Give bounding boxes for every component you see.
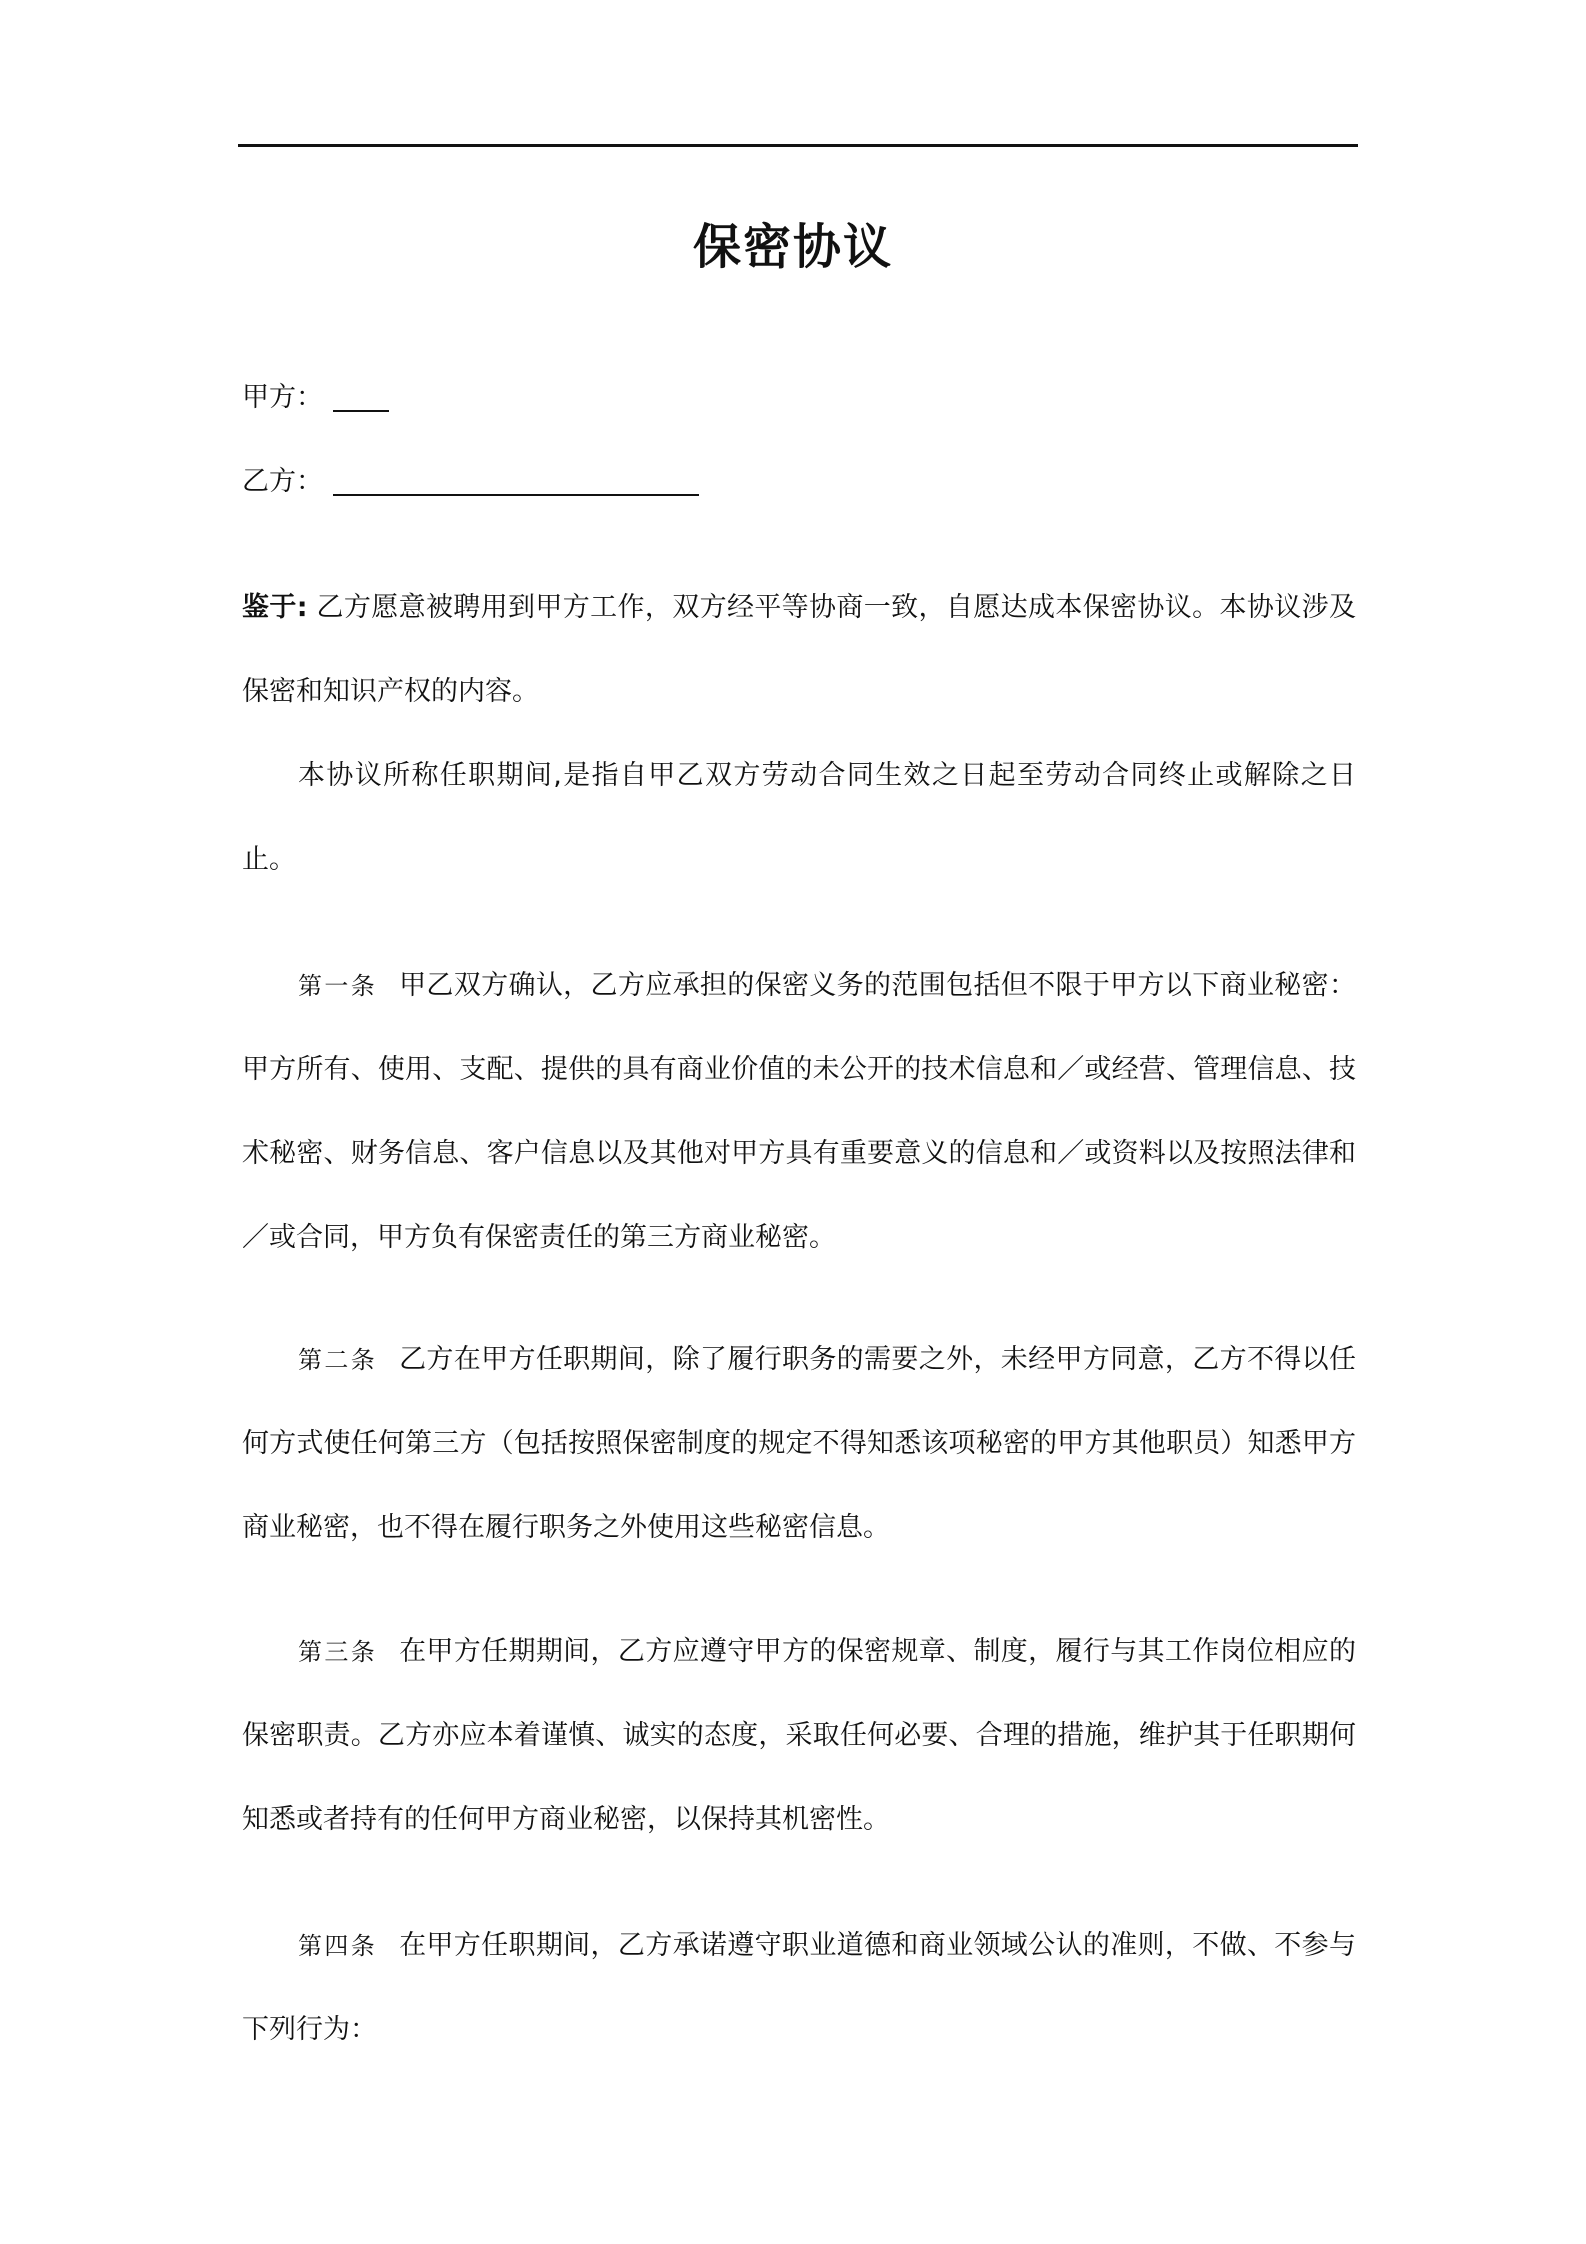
article-2-number: 第二条 — [298, 1346, 378, 1374]
preamble-paragraph — [242, 566, 1356, 734]
party-a-line — [242, 378, 389, 418]
party-a-label: 甲方： — [242, 382, 323, 413]
preamble-text: 乙方愿意被聘用到甲方工作，双方经平等协商一致，自愿达成本保密协议。本协议涉及保密和知识产权的内容。 — [242, 592, 1356, 707]
article-3 — [242, 1610, 1356, 1862]
party-b-line — [242, 462, 699, 502]
article-2 — [242, 1318, 1356, 1570]
party-b-blank — [333, 464, 699, 496]
article-1-text: 甲乙双方确认，乙方应承担的保密义务的范围包括但不限于甲方以下商业秘密：甲方所有、使用、支配、提供的具有商业价值的未公开的技术信息和／或经营、管理信息、技术秘密、财务信息、客户信息以及其他对甲方具有重要意义的信息和／或资料以及按照法律和／或合同，甲方负有保密责任的第三方商业秘密。 — [242, 970, 1357, 1253]
definition-paragraph: 本协议所称任职期间,是指自甲乙双方劳动合同生效之日起至劳动合同终止或解除之日止。 — [242, 760, 1356, 875]
article-1-number: 第一条 — [298, 972, 378, 1000]
article-4-number: 第四条 — [298, 1932, 378, 1960]
article-2-text: 乙方在甲方任职期间，除了履行职务的需要之外，未经甲方同意，乙方不得以任何方式使任何第三方（包括按照保密制度的规定不得知悉该项秘密的甲方其他职员）知悉甲方商业秘密，也不得在履行职务之外使用这些秘密信息。 — [242, 1344, 1357, 1543]
party-b-label: 乙方： — [242, 466, 323, 497]
party-a-blank — [333, 380, 389, 412]
article-4 — [242, 1904, 1356, 2072]
header-rule — [238, 144, 1358, 147]
document-title: 保密协议 — [692, 219, 893, 275]
article-4-text: 在甲方任职期间，乙方承诺遵守职业道德和商业领域公认的准则，不做、不参与下列行为： — [242, 1930, 1357, 2045]
article-3-number: 第三条 — [298, 1638, 378, 1666]
preamble-lead: 鉴于: — [242, 592, 308, 623]
article-3-text: 在甲方任期期间，乙方应遵守甲方的保密规章、制度，履行与其工作岗位相应的保密职责。乙方亦应本着谨慎、诚实的态度，采取任何必要、合理的措施，维护其于任职期何知悉或者持有的任何甲方商业秘密，以保持其机密性。 — [242, 1636, 1357, 1835]
article-1 — [242, 944, 1356, 1280]
